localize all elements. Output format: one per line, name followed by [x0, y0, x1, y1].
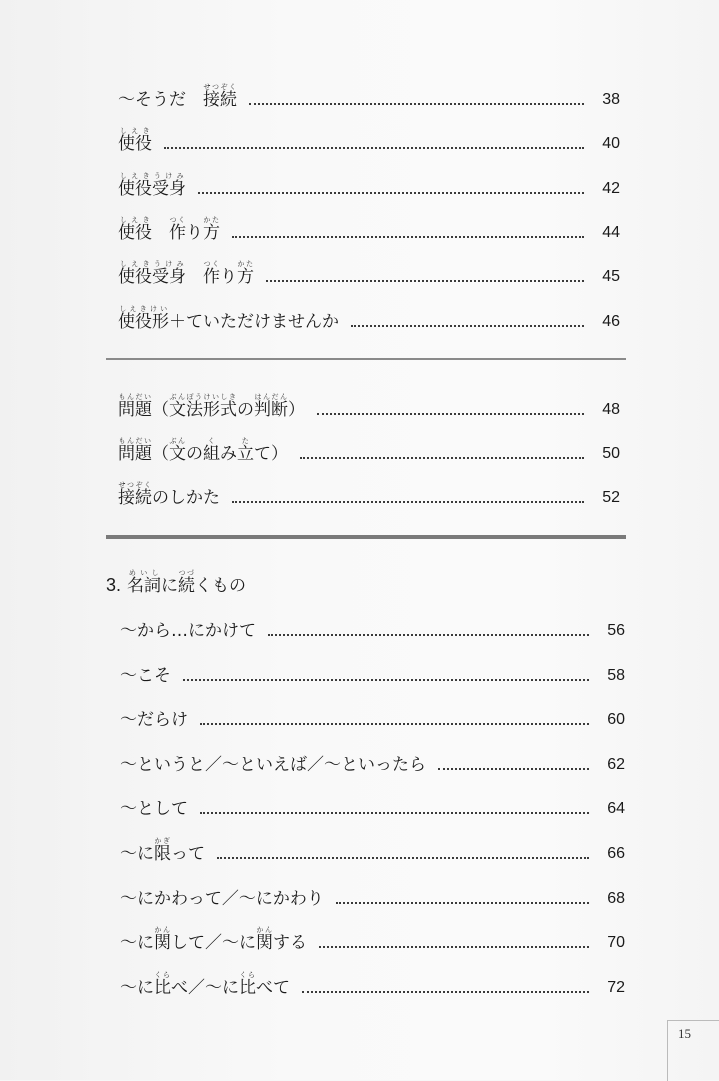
page-folio: 15: [678, 1026, 691, 1041]
kanji-text: 作: [203, 267, 220, 288]
furigana: もんだい: [118, 393, 152, 401]
toc-entry-koso[interactable]: [120, 650, 625, 686]
toc-page-number: 70: [607, 934, 625, 952]
dot-leader: [198, 192, 584, 194]
dot-leader: [268, 634, 589, 636]
furigana: かぎ: [154, 837, 171, 845]
toc-entry-label: [120, 971, 290, 998]
toc-page-number: 40: [602, 135, 620, 153]
kanji-text: 文法形式: [169, 400, 237, 420]
dot-leader: [164, 147, 584, 149]
kanji-with-furigana: [118, 260, 186, 287]
label-text: 〜というと／〜といえば／〜といったら: [120, 754, 426, 775]
kanji-text: 限: [154, 844, 171, 864]
toc-entry-label: [118, 437, 288, 464]
furigana: く: [203, 437, 220, 445]
furigana: しえきうけみ: [118, 171, 186, 180]
label-text: ＋ていただけませんか: [169, 311, 339, 332]
toc-page-number: 56: [607, 622, 625, 639]
dot-leader: [351, 325, 584, 327]
kanji-with-furigana: [154, 837, 171, 864]
kanji-with-furigana: [254, 393, 288, 420]
label-text: くもの: [195, 576, 247, 596]
toc-entry-label: [118, 305, 339, 332]
label-text: り: [186, 222, 203, 243]
furigana: もんだい: [118, 437, 152, 445]
toc-entry-setsuzoku-shikata[interactable]: [118, 472, 620, 508]
toc-entry-kara-nikakete[interactable]: [120, 605, 625, 641]
label-text: 〜こそ: [120, 665, 171, 686]
toc-entry-label: [120, 889, 324, 909]
toc-page-number: 60: [607, 711, 625, 729]
furigana: かん: [154, 926, 171, 935]
toc-entry-label: [118, 172, 186, 199]
kanji-text: 比: [239, 977, 256, 998]
kanji-with-furigana: [118, 127, 152, 154]
kanji-text: 使役受身: [118, 267, 186, 288]
label-text: み: [220, 444, 237, 464]
toc-entry-soda-setsuzoku[interactable]: [118, 74, 620, 110]
kanji-text: 名詞: [127, 576, 162, 596]
kanji-with-furigana: [154, 926, 171, 953]
toc-entry-label: [120, 710, 188, 730]
toc-entry-mondai-kumitate[interactable]: [118, 428, 620, 464]
toc-page-number: 58: [607, 666, 625, 684]
kanji-with-furigana: [239, 971, 256, 998]
toc-entry-mondai-bunpou[interactable]: [118, 384, 620, 420]
label-text: ）: [288, 400, 305, 420]
kanji-with-furigana: [169, 437, 186, 464]
label-text: 〜だらけ: [120, 710, 188, 731]
kanji-with-furigana: [203, 260, 220, 287]
furigana: しえき: [118, 215, 152, 224]
kanji-text: 関: [154, 933, 171, 954]
kanji-with-furigana: [256, 926, 273, 953]
toc-page-number: 38: [602, 91, 620, 108]
furigana: ぶん: [169, 437, 186, 445]
label-text: べ／〜に: [171, 977, 239, 998]
kanji-with-furigana: [154, 971, 171, 998]
kanji-text: 判断: [254, 400, 288, 420]
folio-corner: [667, 1020, 719, 1081]
dot-leader: [217, 857, 589, 859]
label-text: て）: [254, 444, 288, 464]
toc-entry-shieki-tsukurikata[interactable]: [118, 207, 620, 243]
kanji-with-furigana: [169, 393, 237, 420]
section-divider-thin: [106, 358, 626, 360]
furigana: た: [237, 437, 254, 445]
dot-leader: [232, 501, 584, 503]
toc-entry-shiekikei-itadakemasenka[interactable]: [118, 296, 620, 332]
toc-page-number: 45: [602, 268, 620, 286]
kanji-text: 比: [154, 977, 171, 998]
furigana: ぶんぽうけいしき: [169, 393, 237, 401]
label-text: 〜として: [120, 799, 188, 820]
kanji-text: 方: [237, 267, 254, 288]
toc-entry-label: [118, 216, 220, 243]
toc-entry-nikurabe[interactable]: [120, 962, 625, 998]
toc-page-number: 52: [602, 489, 620, 506]
label-text: って: [171, 844, 205, 864]
label-text: （: [152, 400, 169, 420]
kanji-text: 使役形: [118, 311, 169, 332]
toc-entry-label: [118, 260, 254, 287]
label-text: の: [186, 444, 203, 464]
label-text: [186, 267, 203, 287]
label-text: 〜に: [120, 844, 154, 864]
toc-entry-label: [118, 127, 152, 154]
kanji-text: 使役: [118, 134, 152, 155]
furigana: はんだん: [254, 393, 288, 401]
toc-page-number: 46: [602, 312, 620, 330]
furigana: くら: [239, 970, 256, 979]
toc-entry-label: [118, 83, 237, 110]
toc-entry-label: [120, 666, 171, 686]
section-divider-thick: [106, 535, 626, 539]
dot-leader: [232, 236, 584, 238]
toc-page-number: 68: [607, 889, 625, 907]
toc-entry-shieki-ukemi[interactable]: [118, 163, 620, 199]
label-text: 〜にかわって／〜にかわり: [120, 888, 324, 909]
toc-entry-label: [120, 837, 205, 864]
label-text: べて: [256, 977, 290, 998]
kanji-text: 文: [169, 444, 186, 464]
kanji-text: 続: [178, 576, 196, 596]
toc-entry-label: [120, 755, 426, 775]
label-text: 〜に: [120, 977, 154, 998]
kanji-with-furigana: [118, 305, 169, 332]
label-text: 〜に: [120, 933, 154, 954]
label-text: の: [237, 400, 254, 420]
furigana: せつぞく: [118, 481, 152, 489]
toc-entry-darake[interactable]: [120, 694, 625, 730]
label-text: のしかた: [152, 488, 220, 508]
toc-page-number: 72: [607, 978, 625, 996]
label-text: して／〜に: [171, 933, 256, 954]
dot-leader: [300, 457, 584, 459]
kanji-text: 立: [237, 444, 254, 464]
furigana: つく: [203, 260, 220, 269]
kanji-with-furigana: [169, 216, 186, 243]
kanji-with-furigana: [127, 569, 161, 596]
toc-page-number: 48: [602, 401, 620, 418]
kanji-with-furigana: [203, 437, 220, 464]
label-text: 〜から…にかけて: [120, 621, 256, 641]
kanji-text: 使役: [118, 222, 152, 243]
dot-leader: [266, 280, 584, 282]
kanji-text: 問題: [118, 444, 152, 464]
kanji-text: 関: [256, 933, 273, 954]
dot-leader: [183, 679, 589, 681]
toc-page-number: 62: [607, 755, 625, 773]
label-text: [152, 223, 169, 243]
toc-entry-label: [120, 799, 188, 819]
kanji-with-furigana: [118, 216, 152, 243]
toc-entry-label: [120, 926, 307, 953]
toc-page-number: 42: [602, 179, 620, 197]
kanji-with-furigana: [237, 260, 254, 287]
toc-entry-toshite[interactable]: [120, 783, 625, 819]
furigana: めいし: [127, 569, 161, 577]
toc-page-number: 50: [602, 445, 620, 462]
furigana: せつぞく: [203, 83, 237, 91]
kanji-text: 方: [203, 222, 220, 243]
toc-entry-nikawatte[interactable]: [120, 873, 625, 909]
toc-entry-label: [118, 393, 305, 420]
dot-leader: [200, 723, 589, 725]
dot-leader: [317, 413, 584, 415]
furigana: しえきけい: [118, 304, 169, 313]
kanji-text: 使役受身: [118, 178, 186, 199]
dot-leader: [249, 103, 584, 105]
kanji-text: 接続: [118, 488, 152, 508]
kanji-with-furigana: [203, 83, 237, 110]
label-text: に: [161, 576, 179, 596]
section-heading: [106, 560, 246, 596]
label-text: 〜そうだ: [118, 90, 203, 110]
section-title: [127, 569, 246, 596]
furigana: つづ: [178, 569, 196, 577]
kanji-text: 接続: [203, 90, 237, 110]
toc-page-number: 64: [607, 800, 625, 818]
toc-entry-nikagitte[interactable]: [120, 828, 625, 864]
dot-leader: [200, 812, 589, 814]
toc-entry-label: [118, 481, 220, 508]
furigana: つく: [169, 215, 186, 224]
kanji-text: 組: [203, 444, 220, 464]
label-text: （: [152, 444, 169, 464]
label-text: する: [273, 933, 307, 954]
furigana: しえき: [118, 127, 152, 136]
kanji-with-furigana: [118, 437, 152, 464]
kanji-with-furigana: [118, 172, 186, 199]
toc-entry-label: [120, 621, 256, 641]
furigana: かた: [237, 260, 254, 269]
section-number: 3.: [106, 575, 122, 595]
furigana: かた: [203, 215, 220, 224]
dot-leader: [319, 946, 589, 948]
kanji-text: 問題: [118, 400, 152, 420]
dot-leader: [336, 902, 589, 904]
kanji-text: 作: [169, 222, 186, 243]
toc-entry-nikanshite[interactable]: [120, 917, 625, 953]
kanji-with-furigana: [203, 216, 220, 243]
dot-leader: [302, 991, 589, 993]
kanji-with-furigana: [178, 569, 195, 596]
toc-entry-shieki[interactable]: [118, 118, 620, 154]
furigana: かん: [256, 926, 273, 935]
furigana: くら: [154, 970, 171, 979]
toc-page-number: 66: [607, 845, 625, 862]
toc-page-number: 44: [602, 223, 620, 241]
kanji-with-furigana: [118, 481, 152, 508]
dot-leader: [438, 768, 589, 770]
kanji-with-furigana: [237, 437, 254, 464]
toc-entry-toiuto[interactable]: [120, 739, 625, 775]
kanji-with-furigana: [118, 393, 152, 420]
toc-entry-shieki-ukemi-tsukurikata[interactable]: [118, 251, 620, 287]
label-text: り: [220, 267, 237, 288]
furigana: しえきうけみ: [118, 260, 186, 269]
